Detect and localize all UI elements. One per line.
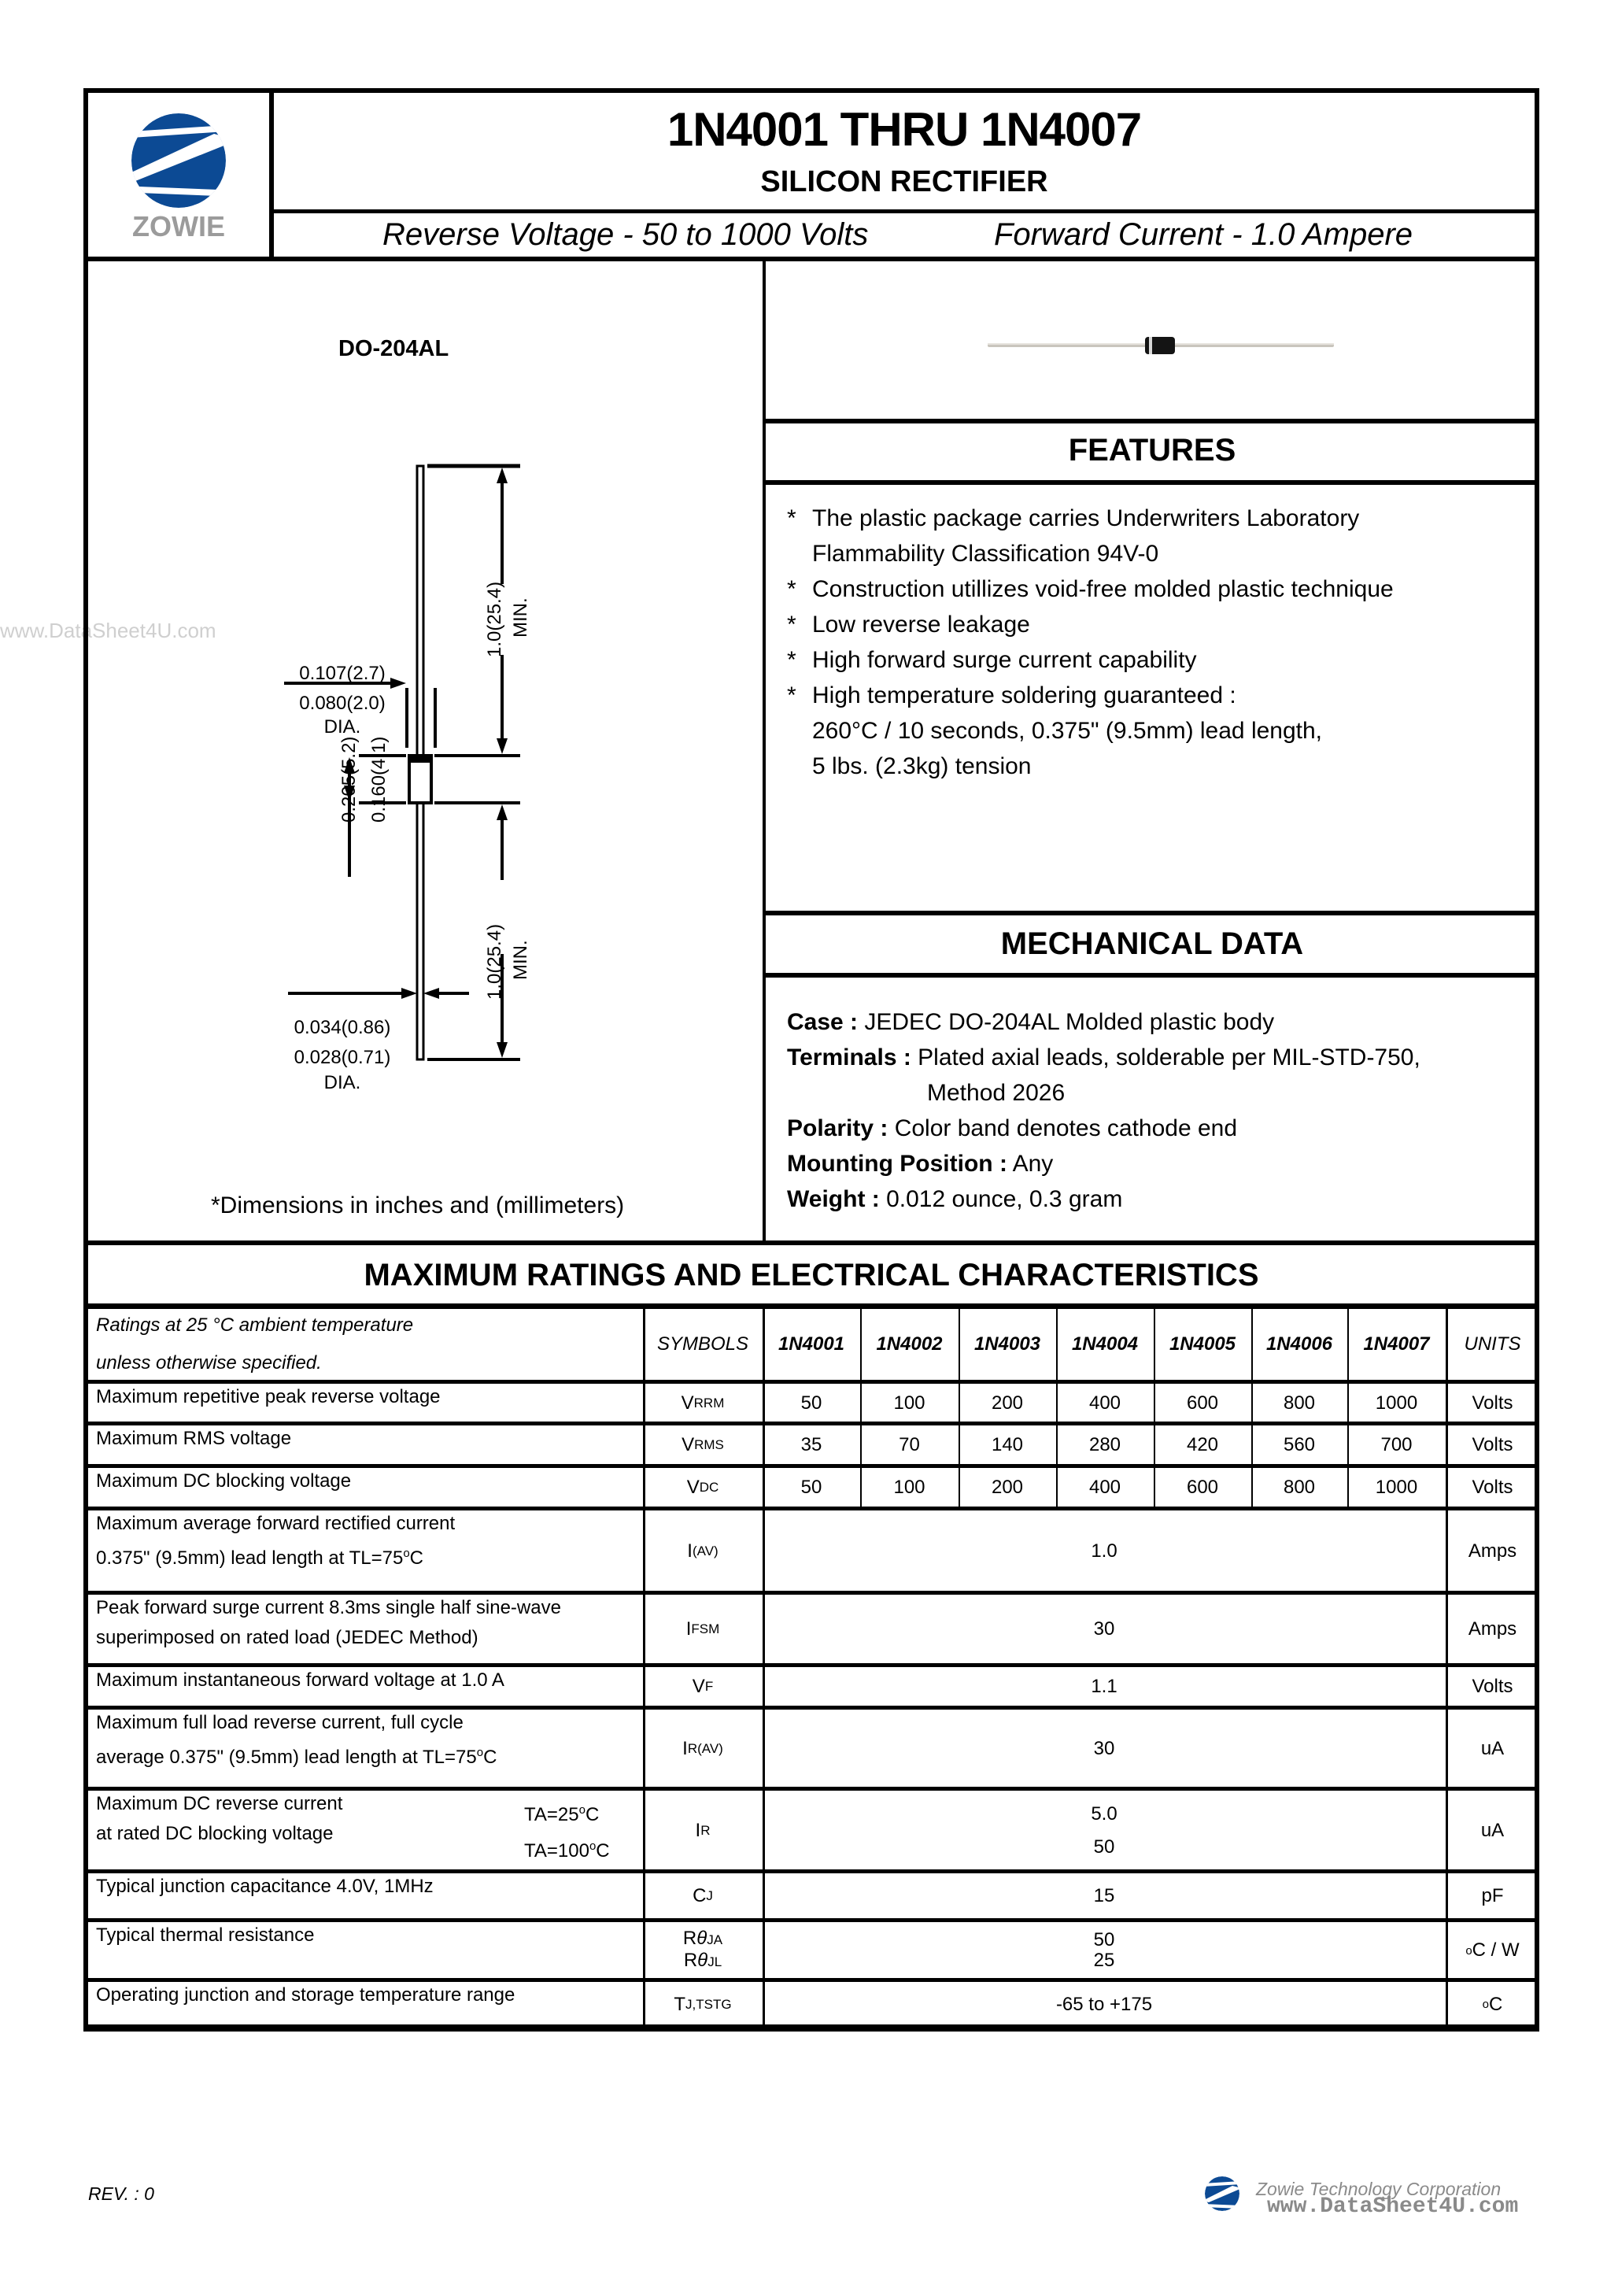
table-row-symbol: V F (692, 1676, 714, 1697)
table-value: 400 (1088, 1392, 1121, 1414)
table-value: 100 (893, 1392, 925, 1414)
table-value: 600 (1186, 1392, 1219, 1414)
features-heading: FEATURES (1068, 433, 1236, 468)
table-row-symbol: T J,TSTG (674, 1993, 732, 2015)
table-value: 400 (1088, 1477, 1121, 1498)
arrowhead (497, 468, 508, 483)
table-value: 560 (1283, 1434, 1316, 1455)
condition-line: $TA=25^oC$ (524, 1802, 600, 1825)
symbols-header: SYMBOLS (656, 1333, 749, 1355)
description-line: Maximum average forward rectified current (96, 1513, 456, 1534)
table-unit: o C / W (1465, 1939, 1520, 1961)
table-value: 1000 (1375, 1392, 1418, 1414)
table-row-symbol: I R(AV) (682, 1737, 723, 1759)
table-row-symbol: I FSM (685, 1618, 720, 1640)
mechanical-top-rule (765, 911, 1539, 915)
table-value: 700 (1380, 1434, 1413, 1455)
feature-item: * Low reverse leakage (787, 612, 1030, 638)
part-header-1n4007: 1N4007 (1363, 1333, 1430, 1355)
table-row-symbol: V RRM (681, 1392, 725, 1414)
table-value: 800 (1283, 1477, 1316, 1498)
lead-dia-label: DIA. (323, 1072, 361, 1093)
mech-item-mounting: Mounting Position : Any (787, 1151, 1054, 1177)
table-value: 420 (1186, 1434, 1219, 1455)
description-line: Maximum full load reverse current, full cycle (96, 1712, 464, 1733)
table-unit: Amps (1468, 1618, 1517, 1640)
table-value: 70 (899, 1434, 920, 1455)
svg-text:ZOWIE: ZOWIE (132, 210, 225, 242)
table-common-value: 30 (1093, 1618, 1115, 1640)
description-line: average 0.375" (9.5mm) lead length at $TL=75^oC$ (96, 1746, 497, 1768)
forward-current-spec: Forward Current - 1.0 Ampere (994, 217, 1413, 252)
feature-item: * High forward surge current capability (787, 647, 1197, 673)
units-header: UNITS (1464, 1333, 1521, 1355)
value-line: 50 (1093, 1929, 1115, 1950)
features-top-rule (765, 419, 1539, 423)
table-unit: Volts (1472, 1392, 1513, 1414)
table-value: 50 (800, 1477, 822, 1498)
arrowhead (497, 1042, 508, 1058)
header-divider (269, 209, 1539, 213)
table-row-symbol: I (AV) (687, 1540, 718, 1562)
lead-len-top-min: MIN. (510, 597, 531, 638)
footer-watermark[interactable]: www.DataSheet4U.com (1267, 2194, 1519, 2219)
bottom-lead (417, 803, 423, 1059)
diode-band-photo (1149, 337, 1152, 354)
conditions-line: unless otherwise specified. (96, 1351, 322, 1374)
condition-line: $TA=100^oC$ (524, 1839, 610, 1862)
table-unit: uA (1480, 1737, 1505, 1759)
symbol-line: RθJL (683, 1950, 722, 1971)
table-value: 1000 (1375, 1477, 1418, 1498)
lead-len-bottom-min: MIN. (510, 940, 531, 980)
table-value: 100 (893, 1477, 925, 1498)
table-unit: Volts (1472, 1434, 1513, 1455)
table-value: 600 (1186, 1477, 1219, 1498)
table-unit: pF (1481, 1885, 1504, 1906)
arrowhead (497, 804, 508, 820)
table-row-symbol: V DC (686, 1477, 719, 1498)
mech-item-terminals: Terminals : Plated axial leads, solderable per MIL-STD-750, (787, 1044, 1420, 1070)
feature-item: * Construction utillizes void-free molded plastic technique (787, 576, 1394, 602)
description-line: at rated DC blocking voltage (96, 1823, 334, 1844)
top-lead (417, 466, 423, 757)
table-unit: o C (1482, 1993, 1503, 2015)
table-value: 200 (991, 1392, 1024, 1414)
table-unit: Volts (1472, 1676, 1513, 1697)
part-header-1n4004: 1N4004 (1071, 1333, 1139, 1355)
mechanical-list (787, 1004, 1527, 1217)
lead-dia-max: 0.034(0.86) (294, 1017, 391, 1038)
body-dia-max: 0.107(2.7) (299, 663, 386, 684)
cathode-band (409, 756, 431, 763)
lead-dia-min: 0.028(0.71) (294, 1047, 391, 1068)
footer-logo (1202, 2174, 1242, 2217)
table-unit: uA (1480, 1819, 1505, 1841)
package-name: DO-204AL (338, 336, 449, 361)
description-line: Operating junction and storage temperature range (96, 1984, 515, 2006)
zowie-logo (88, 93, 269, 257)
description-line: Maximum DC reverse current (96, 1793, 343, 1814)
main-bottom-rule (83, 1240, 1539, 1245)
mech-item-case: Case : JEDEC DO-204AL Molded plastic body (787, 1009, 1275, 1035)
mechanical-header-rule (765, 973, 1539, 978)
part-header-1n4005: 1N4005 (1169, 1333, 1236, 1355)
table-value: 200 (991, 1477, 1024, 1498)
table-row-symbol: C J (693, 1885, 713, 1906)
description-line: Maximum instantaneous forward voltage at 1.0 A (96, 1669, 504, 1691)
feature-item: * The plastic package carries Underwriters Laboratory Flammability Classification 94V-0 (787, 505, 1360, 567)
mechanical-heading: MECHANICAL DATA (1000, 926, 1304, 961)
table-unit: Volts (1472, 1477, 1513, 1498)
table-value: 280 (1088, 1434, 1121, 1455)
mech-item-weight: Weight : 0.012 ounce, 0.3 gram (787, 1186, 1123, 1212)
lead-len-top: 1.0(25.4) (484, 581, 505, 657)
features-header-rule (765, 480, 1539, 485)
zowie-logo-icon (88, 93, 269, 257)
part-header-1n4006: 1N4006 (1265, 1333, 1333, 1355)
symbol-line: RθJA (682, 1928, 723, 1949)
table-common-value: 1.0 (1091, 1540, 1117, 1562)
diode-photo (988, 331, 1334, 362)
part-header-1n4002: 1N4002 (876, 1333, 943, 1355)
description-line: Typical thermal resistance (96, 1924, 315, 1946)
body-dia-min: 0.080(2.0) (299, 693, 386, 714)
description-line: Peak forward surge current 8.3ms single half sine-wave (96, 1597, 561, 1618)
zowie-footer-logo-icon (1202, 2174, 1242, 2213)
feature-item: * High temperature soldering guaranteed : 260°C / 10 seconds, 0.375" (9.5mm) lead length, 5 lbs. (2.3kg) tension (787, 682, 1323, 779)
body-len-max: 0.205(5.2) (338, 736, 360, 823)
value-line: 5.0 (1091, 1802, 1117, 1825)
table-common-value: -65 to +175 (1055, 1993, 1153, 2015)
table-value: 140 (991, 1434, 1024, 1455)
dimensions-note: *Dimensions in inches and (millimeters) (211, 1192, 625, 1218)
page-subtitle: SILICON RECTIFIER (760, 165, 1048, 198)
description-line: Maximum DC blocking voltage (96, 1470, 352, 1492)
arrowhead (497, 738, 508, 754)
arrowhead (401, 988, 417, 999)
table-common-value: 15 (1093, 1885, 1115, 1906)
features-list (787, 501, 1527, 784)
watermark-text[interactable]: www.DataSheet4U.com (0, 619, 216, 642)
package-drawing (83, 261, 763, 1240)
table-unit: Amps (1468, 1540, 1517, 1562)
description-line: 0.375" (9.5mm) lead length at $TL=75^oC$ (96, 1547, 424, 1569)
table-row-symbol: I R (695, 1819, 711, 1841)
table-value: 800 (1283, 1392, 1316, 1414)
arrowhead (423, 988, 439, 999)
table-common-value: 30 (1093, 1737, 1115, 1759)
part-header-1n4001: 1N4001 (778, 1333, 845, 1355)
description-line: Maximum repetitive peak reverse voltage (96, 1386, 441, 1407)
body-dia-label: DIA. (323, 716, 361, 738)
table-row-symbol: V RMS (682, 1434, 724, 1455)
ratings-heading: MAXIMUM RATINGS AND ELECTRICAL CHARACTERISTICS (364, 1258, 1259, 1292)
body-len-min: 0.160(4.1) (368, 736, 390, 823)
value-line: 50 (1093, 1836, 1115, 1858)
table-common-value: 1.1 (1091, 1676, 1117, 1697)
description-line: superimposed on rated load (JEDEC Method) (96, 1627, 478, 1648)
company-name: Zowie Technology Corporation (1256, 2179, 1502, 2199)
revision-label: REV. : 0 (88, 2183, 154, 2204)
lead-len-bottom: 1.0(25.4) (484, 923, 505, 1000)
mech-item-terminals-cont: Method 2026 (927, 1080, 1066, 1106)
part-header-1n4003: 1N4003 (973, 1333, 1041, 1355)
table-value: 35 (800, 1434, 822, 1455)
page-title: 1N4001 THRU 1N4007 (667, 103, 1142, 156)
description-line: Maximum RMS voltage (96, 1428, 292, 1449)
table-value: 50 (800, 1392, 822, 1414)
value-line: 25 (1093, 1950, 1115, 1971)
description-line: Typical junction capacitance 4.0V, 1MHz (96, 1876, 434, 1897)
conditions-line: Ratings at 25 °C ambient temperature (96, 1314, 414, 1336)
reverse-voltage-spec: Reverse Voltage - 50 to 1000 Volts (382, 217, 869, 252)
mech-item-polarity: Polarity : Color band denotes cathode end (787, 1115, 1238, 1141)
